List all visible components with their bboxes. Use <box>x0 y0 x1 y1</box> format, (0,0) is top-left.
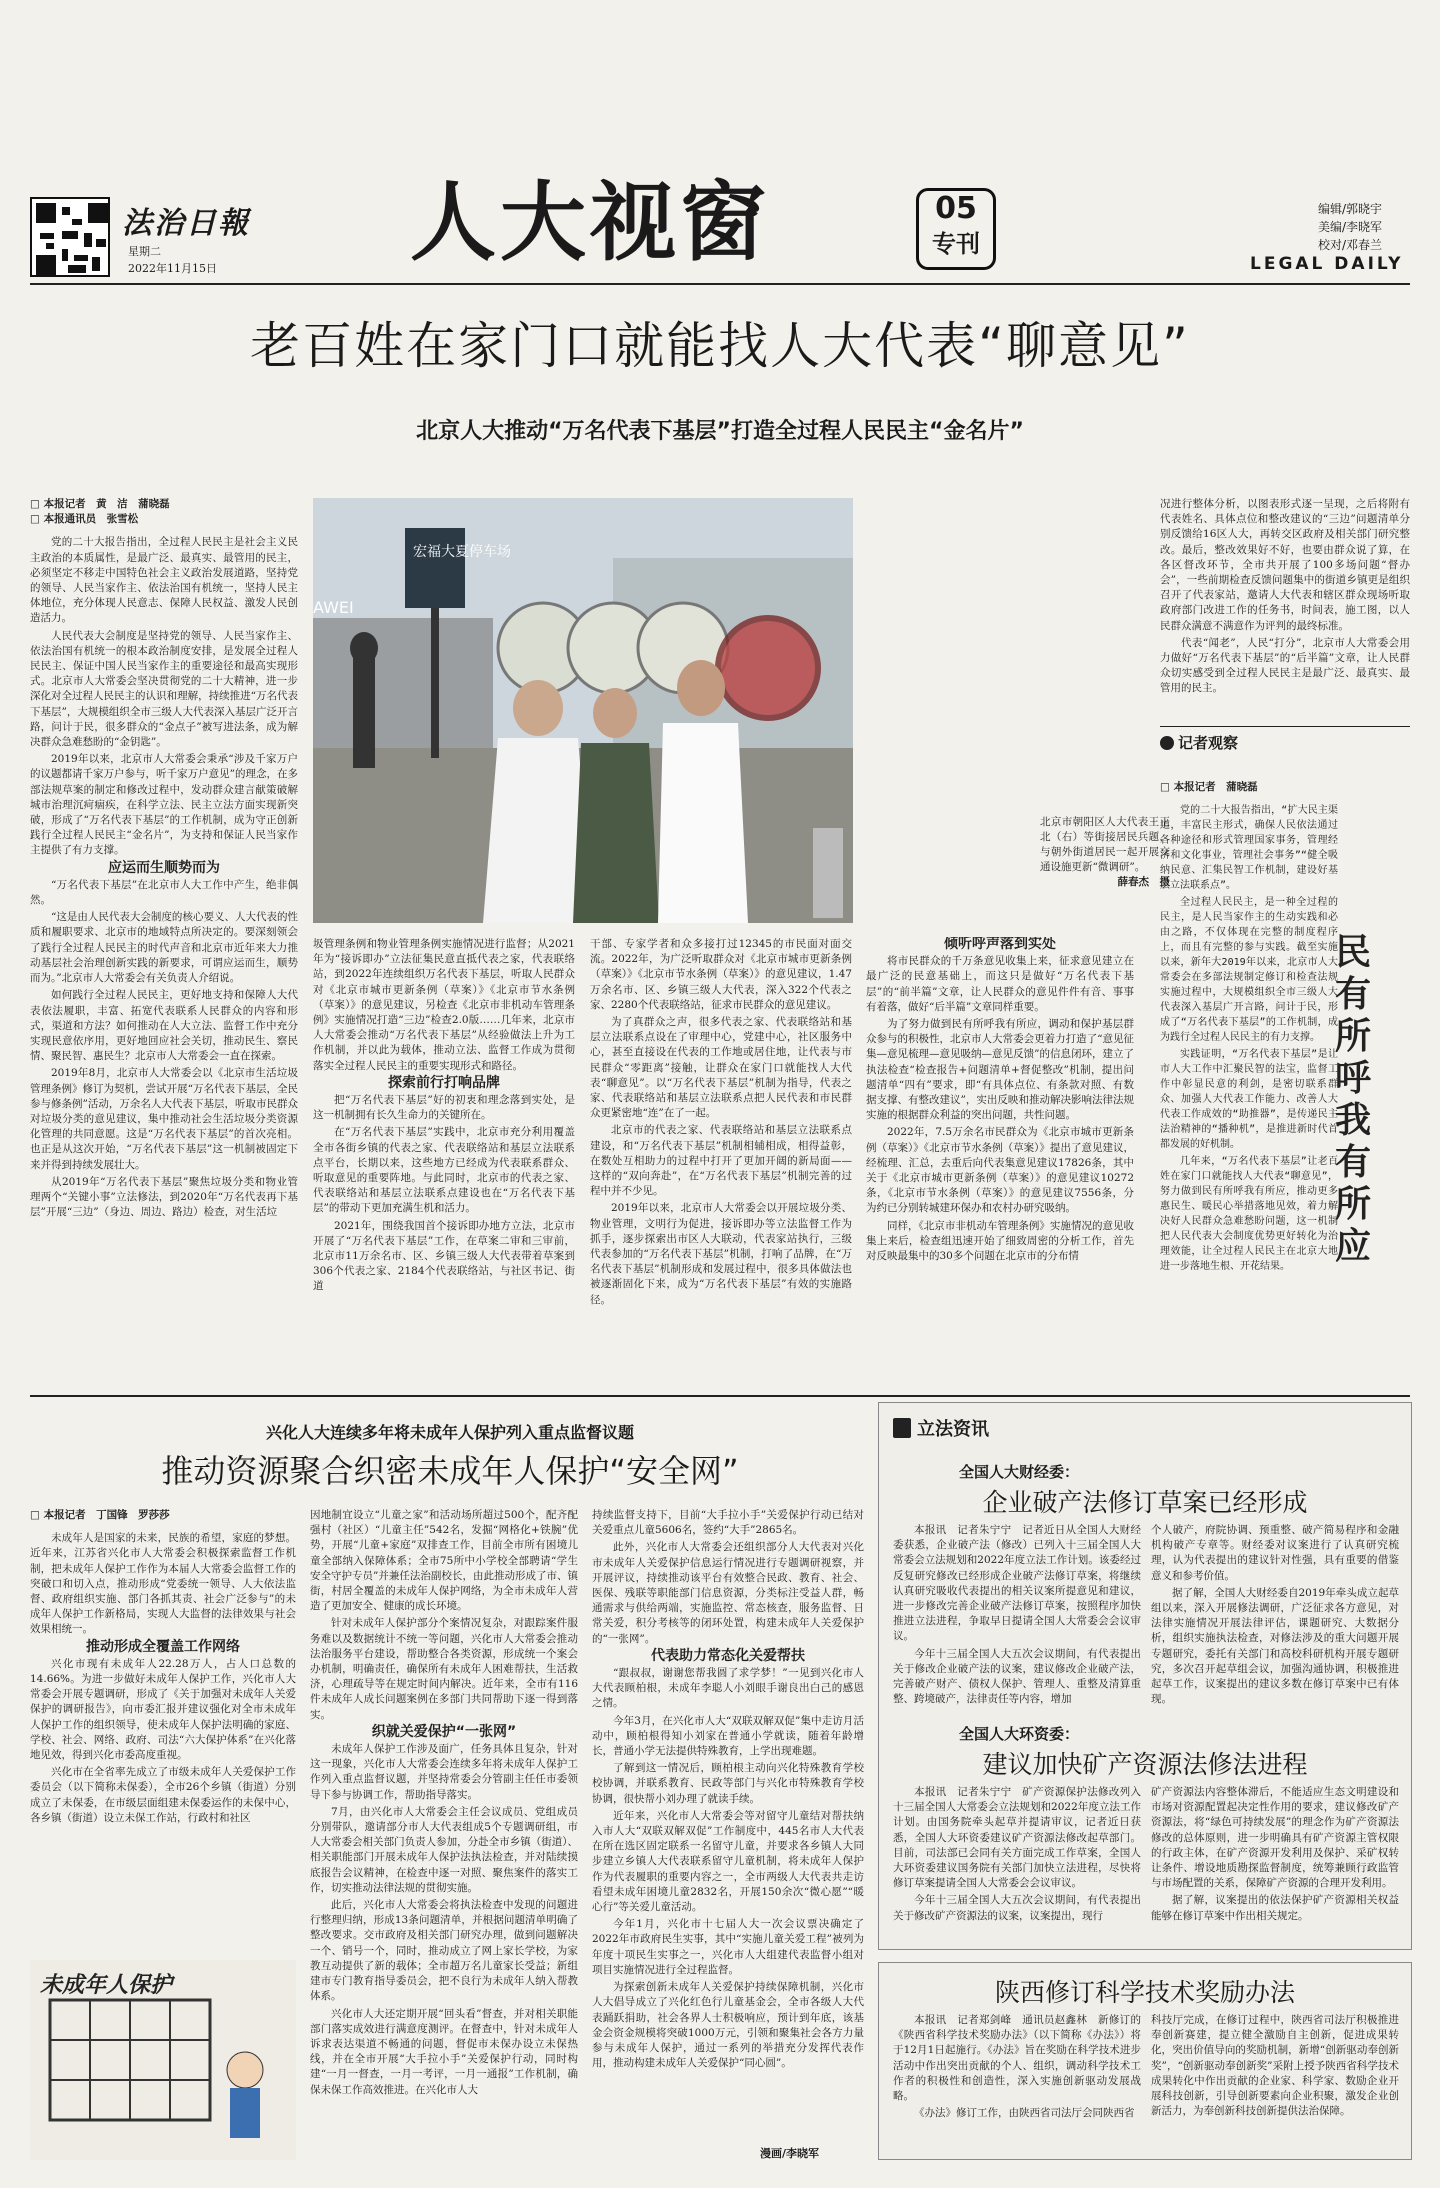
weekday: 星期二 <box>128 245 161 258</box>
legal-news-box <box>878 1402 1412 1950</box>
news-paragraph: 科技厅完成，在修订过程中，陕西省司法厅积极推进奉创新赛建，提立健全激励自主创新，促进成果转化，突出价值导向的奖励机制，新增“创新驱动奉创新奖”，“创新驱动奉创新奖”采附上授予陕西省科学技术成果转化中作出贡献的企业家、科学家、数励企业开展科技创新，引导创新要素向企业积聚，激发企业创新活力，为奉创新科技创新提供法治保障。 <box>1151 2014 1399 2118</box>
item3-headline: 陕西修订科学技术奖励办法 <box>994 1978 1295 2007</box>
news-photo <box>313 498 853 923</box>
lead-subheadline: 北京人大推动“万名代表下基层”打造全过程人民民主“金名片” <box>416 419 1024 444</box>
lead-paragraph: 2019年以来，北京市人大常委会以开展垃圾分类、物业管理，文明行为促进，接诉即办等立法监督工作为抓手，逐步探索出市区人大联动，代表家站执行，三级代表参加的“万名代表下基层”机制，打响了品牌，在“万名代表下基层”机制形成和发展过程中，很多具体做法也被逐渐固化下来，成为“万名代表下基层”有效的实施路径。 <box>590 1202 852 1306</box>
lead-subhead-2: 探索前行打响品牌 <box>388 1074 500 1091</box>
cartoon-illustration <box>30 1960 296 2160</box>
lead-paragraph: 圾管理条例和物业管理条例实施情况进行监督；从2021年为“接诉即办”立法征集民意直抵代表之家，代表联络站，到2022年连续组织万名代表下基层，听取人民群众对《北京市城市更新条例（草案）》《北京市节水条例（草案）》的意见建议，另检查《北京市非机动车管理条例》实施情况打造“三边”检查2.0版……几年来，北京市人大常委会推动“万名代表下基层”从经验做法上升为工作机制，并以此为载体，推动立法、监督工作成为贯彻落实全过程人民民主的重要实现形式和路径。 <box>313 938 575 1072</box>
section-divider <box>30 1395 1410 1397</box>
lead-paragraph: 2022年，7.5万余名市民群众为《北京市城市更新条例（草案）》《北京市节水条例（草案）》提出了意见建议，经梳理、汇总，去重后向代表集意见建议17826条，其中关于《北京市城市更新条例（草案）》的意见建议10272条，《北京市节水条例（草案）》的意见建议7556条，分为约已分别转城建环保办和农村办研究吸纳。 <box>866 1126 1134 1215</box>
lead-paragraph: 同样，《北京市非机动车管理条例》实施情况的意见收集上来后，检查组迅速开始了细致周密的分析工作，首先对反映最集中的30多个问题在北京市的分布情 <box>866 1219 1134 1263</box>
cartoon <box>30 1960 296 2160</box>
commentary-rule <box>1160 726 1410 727</box>
second-paragraph: 为探索创新未成年人关爱保护持续保障机制，兴化市人大倡导成立了兴化红色行儿童基金会，全市各级人大代表踊跃捐助，社会各界人士积极响应，预计到年底，该基金会资金规模将突破1000万元，引领和聚集社会各方力量参与未成年人保护，通过一系列的举措充分发挥代表作用，推动构建未成年人关爱保护“同心圆”。 <box>592 1981 864 2070</box>
second-paragraph: 因地制宜设立“儿童之家”和活动场所超过500个，配齐配强村（社区）“儿童主任”542名，发掘“网格化+铁腕”优势，开展“儿童+家庭”双排查工作，目前全市所有困境儿童全部纳入保障体系；全市75所中小学校全部聘请“学生安全守护专员”并兼任法治副校长，由此推动形成了市、镇街，村居全覆盖的未成年人保护网络，为全市未成年人营造了更加安全、健康的成长环境。 <box>310 1509 578 1613</box>
lead-column-3 <box>590 937 852 1387</box>
commentary-column <box>1160 780 1338 1290</box>
lead-paragraph: 在“万名代表下基层”实践中，北京市充分利用覆盖全市各街乡镇的代表之家、代表联络站和基层立法联系点平台，长期以来，这些地方已经成为代表联系群众、听取意见的重要阵地。与此同时，北京市的代表之家、代表联络站和基层立法联系点建设也在“万名代表下基层”的带动下更加充满生机和活力。 <box>313 1126 575 1215</box>
commentary-paragraph: 几年来，“万名代表下基层”让老百姓在家门口就能找人大代表“聊意见”，努力做到民有所呼我有所应，推动更多惠民生、暖民心举措落地见效，着力解决好人民群众急难愁盼问题，这一机制把人民代表大会制度优势更好转化为治理效能，让全过程人民民主在北京大地进一步落地生根、开花结果。 <box>1160 1156 1338 1272</box>
issue-label: 专刊 <box>932 230 980 258</box>
news-paragraph: 今年十三届全国人大五次会议期间，有代表提出关于修改矿产资源法的议案，议案提出，现行 <box>893 1894 1141 1922</box>
news-paragraph: 《办法》修订工作，由陕西省司法厅会同陕西省 <box>914 2107 1135 2120</box>
issue-number: 05 <box>935 191 977 226</box>
second-paragraph: 未成年人是国家的未来，民族的希望，家庭的梦想。近年来，江苏省兴化市人大常委会积极探索监督工作机制，把未成年人保护工作作为本届人大常委会监督工作的突破口和切入点，推动形成“党委统一领导、人大依法监督、政府组织实施、部门各抓其责、社会广泛参与”的未成年人保护工作新格局，实现人大监督的法律效果与社会效果相统一。 <box>30 1532 296 1636</box>
legal-news-label-text: 立法资讯 <box>917 1419 989 1440</box>
shaanxi-news-box <box>878 1962 1412 2160</box>
second-subhead-2: 织就关爱保护“一张网” <box>371 1723 517 1740</box>
second-column-2 <box>310 1508 578 2158</box>
news-paragraph: 个人破产，府院协调、预重整、破产简易程序和金融机构破产专章等。财经委对议案进行了认真研究梳理，认为代表提出的建议针对性强，具有重要的借鉴意义和参考价值。 <box>1151 1524 1399 1582</box>
second-column-1 <box>30 1508 296 1948</box>
paper-name: 法治日報 <box>122 206 250 241</box>
section-title: 人大视窗 <box>410 173 770 273</box>
item3-column-1 <box>893 2013 1141 2153</box>
lead-paragraph: 2019年以来，北京市人大常委会秉承“涉及千家万户的议题都请千家万户参与，听千家万户意见”的理念，在多部法规草案的制定和修改过程中，发动群众建言献策破解城市治理沉疴痼疾，在科学立法、民主立法方面实现新突破，形成了“万名代表下基层”的工作机制，成为守正创新践行全过程人民民主“金名片”，为支持和保证人民当家作主提供了有力支撑。 <box>30 753 298 857</box>
lead-paragraph: 代表“闻老”，人民“打分”，北京市人大常委会用力做好“万名代表下基层”的“后半篇”文章，让人民群众切实感受到全过程人民民主是最广泛、最真实、最管用的民主。 <box>1160 636 1410 695</box>
news-paragraph: 据了解，全国人大财经委自2019年牵头成立起草组以来，深入开展修法调研，广泛征求各方意见，对法律实施情况开展法律评估，课题研究、大数据分析，组织实施执法检查，对修法涉及的重大问题开展专题研究，委托有关部门和高校科研机构开展专题研究，多次召开起草组会议，加强沟通协调，积极推进起草工作，议案提出的建议多数在修订草案中已有体现。 <box>1151 1586 1399 1706</box>
news-paragraph: 矿产资源法内容整体滞后，不能适应生态文明建设和市场对资源配置起决定性作用的要求，建议修改矿产资源法，将“绿色可持续发展”的理念作为矿产资源法修改的总体原则，进一步明确具有矿产资源主管权限的行政主体，在矿产资源开发利用及保护、采矿权转让条件、增设地质勘探监督制度，统筹兼顾行政监管与市场配置的关系，保障矿产资源的合理开发利用。 <box>1151 1786 1399 1890</box>
lead-column-5 <box>1160 497 1410 707</box>
second-paragraph: 7月，由兴化市人大常委会主任会议成员、党组成员分别带队，邀请部分市人大代表组成5个专题调研组，市人大常委会相关部门负责人参加，分赴全市乡镇（街道）、相关职能部门开展未成年人保护法执法检查，并对陆续摸底报告会议精神，在检查中逐一对照、聚焦案件的落实工作，切实推动法律法规的贯彻实施。 <box>310 1805 578 1894</box>
qr-code <box>30 197 110 277</box>
photo-caption-text: 北京市朝阳区人大代表王正北（右）等街接居民兵题，与朝外街道居民一起开展交通设施更新“微调研”。 <box>1040 816 1170 873</box>
second-subhead-1: 推动形成全覆盖工作网络 <box>86 1638 240 1655</box>
lead-paragraph: 如何践行全过程人民民主，更好地支持和保障人大代表依法履职，丰富、拓宽代表联系人民群众的内容和形式，渠道和方法？如何推动在人大立法、监督工作中充分实现民意依序用，更好地回应社会关切，推动民生、察民情、聚民智、惠民生？北京市人大常委会一直在探索。 <box>30 989 298 1063</box>
second-column-3 <box>592 1508 864 2138</box>
second-paragraph: 近年来，兴化市人大常委会等对留守儿童结对帮扶纳入市人大“双联双解双促”工作制度中，445名市人大代表在所在选区固定联系一名留守儿童，并要求各乡镇人大同步建立乡镇人大代表联系留守儿童机制，将未成年人保护作为代表履职的重要内容之一，全市两级人大代表共走访看望未成年困境儿童2832名，开展150余次“微心愿”“暖心行”等关爱儿童活动。 <box>592 1809 864 1914</box>
commentary-paragraph: 党的二十大报告指出，“扩大民主渠道，丰富民主形式，确保人民依法通过各种途径和形式管理国家事务，管理经济和文化事业，管理社会事务”“健全吸纳民意、汇集民智工作机制，建设好基层立法联系点”。 <box>1160 805 1338 891</box>
second-paragraph: 未成年人保护工作涉及面广，任务具体且复杂，针对这一现象，兴化市人大常委会连续多年将未成年人保护工作列入重点监督议题，并坚持常委会分管副主任任市委领导下参与协调工作，帮助指导落实。 <box>310 1743 578 1801</box>
lead-paragraph: 2019年8月，北京市人大常委会以《北京市生活垃圾管理条例》修订为契机，尝试开展“万名代表下基层，全民参与修条例”活动，万余名人大代表下基层，听取市民群众对垃圾分类的意见建议，集中推动社会生活垃圾分类资源化管理的共同意愿。这是“万名代表下基层”的首次亮相。也正是从这次开始，“万名代表下基层”这一机制被固定下来并得到持续发展壮大。 <box>30 1067 298 1171</box>
lead-column-4 <box>866 937 1134 1387</box>
lead-paragraph: 党的二十大报告指出，全过程人民民主是社会主义民主政治的本质属性，是最广泛、最真实、最管用的民主，必须坚定不移走中国特色社会主义政治发展道路，坚持党的领导、人民当家作主、依法治国有机统一，坚持人民主体地位，充分体现人民意志、保障人民权益、激发人民创造活力。 <box>30 536 298 625</box>
lead-byline-1: □ 本报记者 黄 洁 蒲晓磊 <box>30 498 170 510</box>
cartoon-text: 未成年人保护 <box>40 1973 173 1998</box>
issue-date: 2022年11月15日 <box>128 262 217 275</box>
lead-column-2 <box>313 937 575 1387</box>
lead-paragraph: 况进行整体分析，以图表形式逐一呈现，之后将附有代表姓名、具体点位和整改建议的“三边”问题清单分别反馈给16区人大，再转交区政府及相关部门研究整改。最后，整改效果好不好，也要由群众说了算，在各区督改环节，全市共开展了100多场问题“督办会”，一些前期检查反馈问题集中的街道乡镇更是组织召开了代表家站，邀请人大代表和辖区群众现场听取政府部门改进工作的任务书，时间表，施工图，以人民群众满意不满意作为评判的最终标准。 <box>1160 498 1410 632</box>
proof-credit: 校对/邓春兰 <box>1318 238 1383 252</box>
lead-paragraph: “这是由人民代表大会制度的核心要义、人大代表的性质和履职要求、北京市的地域特点所决定的。要深刻领会了践行全过程人民民主的时代声音和北京市近年来大力推动基层社会治理创新实践的新要求，可谓应运而生，顺势而为。”北京市人大常委会有关负责人介绍说。 <box>30 911 298 985</box>
item2-kicker: 全国人大环资委： <box>959 1725 1080 1743</box>
masthead-rule <box>30 283 1410 285</box>
commentary-paragraph: 全过程人民民主，是一种全过程的民主，是人民当家作主的生动实践和必由之路，不仅体现在完整的制度程序上，而且有完整的参与实践。截至实施以来，新年大2019年以来，北京市人大常委会在多部法规制定修订和检查法规实施过程中，大规模组织全市三级人大代表深入基层广开言路，问计于民，形成了“万名代表下基层”的工作机制，成为践行全过程人民民主的有力支撑。 <box>1160 897 1338 1043</box>
photo-credit: 薛春杰 摄 <box>1117 876 1170 888</box>
commentary-label-text: 记者观察 <box>1178 734 1239 752</box>
item1-column-2 <box>1151 1523 1399 1713</box>
news-paragraph: 据了解，议案提出的依法保护矿产资源相关权益能够在修订草案中作出相关规定。 <box>1151 1894 1399 1922</box>
news-paragraph: 本报讯 记者朱宁宁 矿产资源保护法修改列入十三届全国人大常委会立法规划和2022年度立法工作计划。由国务院牵头起草并提请审议，记者近日获悉，全国人大环资委建议矿产资源法修改起草部门。目前，司法部已会同有关方面完成工作草案，全国人大环资委建议国务院有关部门加快立法进程，尽快将修订草案提请全国人大常委会会议审议。 <box>893 1786 1141 1890</box>
second-paragraph: 兴化市人大还定期开展“回头看”督查，并对相关职能部门落实成效进行满意度测评。在督查中，针对未成年人诉求表达渠道不畅通的问题，督促市未保办设立未保热线，并在全市开展“大手拉小手”关爱保护行动，同时构建“一月一督查，一月一考评，一月一通报”工作机制，确保未保工作高效推进。在兴化市人大 <box>310 2007 578 2096</box>
lead-paragraph: 从2019年“万名代表下基层”聚焦垃圾分类和物业管理两个“关键小事”立法修法，到2020年“万名代表再下基层”开展“三边”（身边、周边、路边）检查，对生活垃 <box>30 1175 298 1219</box>
news-paragraph: 今年十三届全国人大五次会议期间，有代表提出关于修改企业破产法的议案，建议修改企业破产法，完善破产财产、债权人保护、管理人、重整及清算重整、跨境破产，法律责任等内容，增加 <box>893 1647 1141 1706</box>
photo-illustration <box>313 498 853 923</box>
lead-subhead-1: 应运而生顺势而为 <box>108 859 220 876</box>
legal-news-label <box>893 1415 989 1441</box>
designer-credit: 美编/李晓军 <box>1318 220 1383 234</box>
item1-kicker: 全国人大财经委： <box>959 1463 1080 1481</box>
lead-column-1 <box>30 497 298 1387</box>
news-paragraph: 本报讯 记者郑剑峰 通讯员赵鑫林 新修订的《陕西省科学技术奖励办法》（以下简称《办法》）将于12月1日起施行。《办法》旨在奖励在科学技术进步活动中作出突出贡献的个人、组织，调动科学技术工作者的积极性和创造性，深入实施创新驱动发展战略。 <box>893 2014 1141 2103</box>
news-paragraph: 本报讯 记者朱宁宁 记者近日从全国人大财经委获悉，企业破产法（修改）已列入十三届全国人大常委会立法规划和2022年度立法工作计划。该委经过反复研究修改已经形成企业破产法修订草案，将继续认真研究吸收代表提出的相关议案所提意见和建议，进一步修改完善企业破产法修订草案，按照程序加快推进立法进程，争取早日提请全国人大常委会会议审议。 <box>893 1524 1141 1643</box>
second-paragraph: 兴化市在全省率先成立了市级未成年人关爱保护工作委员会（以下简称未保委），全市26个乡镇（街道）分别成立了未保委，在市级层面组建未保委运作的未保中心，各乡镇（街道）设立未保工作站，行政村和社区 <box>30 1766 296 1824</box>
photo-sign-text: 宏福大夏停车场 <box>413 544 511 560</box>
second-paragraph: “跟叔叔，谢谢您帮我圆了求学梦！”一见到兴化市人大代表顾柏根，未成年李聪人小刘眼手谢良出白己的感恩之情。 <box>592 1667 864 1710</box>
item3-column-2 <box>1151 2013 1399 2153</box>
second-paragraph: 此外，兴化市人大常委会还组织部分人大代表对兴化市未成年人关爱保护信息运行情况进行专题调研视察，并开展评议，持续推动该平台有效整合民政、教育、社会、医保、残联等职能部门信息资源，分类标注受益人群，畅通需求与供给两端，实施监控、常态核查，服务监督、日常关爱，积分考核等的闭环处置，构建未成年人关爱保护的“一张网”。 <box>592 1541 864 1645</box>
photo-caption <box>1040 815 1170 925</box>
second-paragraph: 针对未成年人保护部分个案情况复杂，对跟踪案件服务难以及数据统计不统一等问题，兴化市人大常委会推动法治服务平台建设，帮助整合各类资源，形成统一个案会办机制，明确责任，确保所有未成年人困难帮扶，生活救济，心理疏导等在规定时间内解决。近年来，全市有116件未成年人成长问题案例在多部门共同帮助下逐一得到落实。 <box>310 1617 578 1721</box>
second-kicker: 兴化人大连续多年将未成年人保护列入重点监督议题 <box>265 1423 634 1442</box>
item2-column-2 <box>1151 1785 1399 1940</box>
lead-byline-2: □ 本报通讯员 张雪松 <box>30 513 139 526</box>
lead-subhead-3: 倾听呼声落到实处 <box>944 937 1056 952</box>
document-icon <box>893 1418 911 1438</box>
lead-paragraph: 2021年，围绕我国首个接诉即办地方立法，北京市开展了“万名代表下基层”工作，在草案二审和三审前，北京市11万余名市、区、乡镇三级人大代表带着草案到306个代表之家、2184个代表联络站，与社区书记、街道 <box>313 1219 575 1293</box>
second-paragraph: 此后，兴化市人大常委会将执法检查中发现的问题进行整理归纳，形成13条问题清单，并根据问题清单明确了整改要求。交市政府及相关部门研究办理，做到问题解决一个、销号一个，同时，推动成立了网上家长学校，为家教互动提供了新的载体；全市超万名儿童家长受益；新组建市专门教育指导委员会，把不良行为未成年人纳入帮教体系。 <box>310 1899 578 2003</box>
second-subhead-3: 代表助力常态化关爱帮扶 <box>651 1647 805 1664</box>
lead-paragraph: 人民代表大会制度是坚持党的领导、人民当家作主、依法治国有机统一的根本政治制度安排，是发展全过程人民民主、保证中国人民当家作主的重要途径和最高实现形式。北京市人大常委会坚决贯彻党的二十大精神，进一步深化对全过程人民民主的认识和理解，持续推进“万名代表下基层”，大规模组织全市三级人大代表深入基层广泛开言路，问计于民，很多群众的“金点子”被写进法条，成为解决群众急难愁盼的“金钥匙”。 <box>30 629 298 749</box>
comment-icon <box>1160 736 1174 750</box>
lead-headline: 老百姓在家门口就能找人大代表“聊意见” <box>250 317 1190 375</box>
photo-sign-text: AWEI <box>313 598 354 617</box>
item1-column-1 <box>893 1523 1141 1713</box>
lead-paragraph: 为了努力做到民有所呼我有所应，调动和保护基层群众参与的积极性，北京市人大常委会更着力打造了“意见征集—意见梳理—意见吸纳—意见反馈”的信息闭环，建立了执法检查“检查报告+问题清单+督促整改”机制，提出问题清单“四有”要求，即“有具体点位、有条款对照、有数据支撑、有整改建议”，实出反映和推动解决影响法律法规实施的根据群众利益的突出问题，共性问题。 <box>866 1018 1134 1122</box>
second-headline: 推动资源聚合织密未成年人保护“安全网” <box>161 1452 739 1490</box>
item2-column-1 <box>893 1785 1141 1940</box>
commentary-label <box>1160 732 1238 753</box>
lead-paragraph: 把“万名代表下基层”好的初衷和理念落到实处，是这一机制拥有长久生命力的关键所在。 <box>313 1094 575 1122</box>
commentary-paragraph: 实践证明，“万名代表下基层”是让市人大工作中汇聚民智的法宝，监督工作中彰显民意的利剑，是密切联系群众、加强人大代表工作能力、改善人大代表工作成效的“助推器”，是传递民主法治精神的“播种机”，是推进新时代首都发展的好机制。 <box>1160 1049 1338 1150</box>
lead-paragraph: 干部、专家学者和众多接打过12345的市民面对面交流。2022年，为广泛听取群众对《北京市城市更新条例（草案）》《北京市节水条例（草案）》的意见建议，1.47万余名市、区、乡镇三级人大代表，深入322个代表之家、2280个代表联络站，征求市民群众的意见建议。 <box>590 938 852 1011</box>
issue-badge <box>916 188 996 270</box>
english-name: LEGAL DAILY <box>1250 254 1404 274</box>
second-paragraph: 持续监督支持下，目前“大手拉小手”关爱保护行动已结对关爱重点儿童5606名，签约“大手”2865名。 <box>592 1509 864 1537</box>
editor-credit: 编辑/郭晓宇 <box>1318 202 1383 216</box>
lead-paragraph: 北京市的代表之家、代表联络站和基层立法联系点建设，和“万名代表下基层”机制相辅相成，相得益彰，在数处互相助力的过程中打开了更加开阔的新局面——这样的“双向奔赴”，在“万名代表下基层”机制完善的过程中并不少见。 <box>590 1124 852 1198</box>
commentary-byline: □ 本报记者 蒲晓磊 <box>1160 781 1258 793</box>
item2-headline: 建议加快矿产资源法修法进程 <box>982 1750 1308 1779</box>
second-paragraph: 今年1月，兴化市十七届人大一次会议票决确定了2022年市政府民生实事，其中“实施儿童关爱工程”被列为年度十项民生实事之一，兴化市人大组建代表监督小组对项目实施情况进行全过程监督。 <box>592 1918 864 1976</box>
lead-paragraph: 为了真群众之声，很多代表之家、代表联络站和基层立法联系点设在了审理中心，党建中心，社区服务中心，甚至直接设在代表的工作地或居住地，让代表与市民群众“零距离”接触，让群众在家门口就能找人大代表“聊意见”。以“万名代表下基层”机制为指导，代表之家、代表联络站和基层立法联系点把人民代表和市民群众更紧密地“连”在了一起。 <box>590 1016 852 1120</box>
second-paragraph: 兴化市现有未成年人22.28万人，占人口总数的14.66%。为进一步做好未成年人保护工作，兴化市人大常委会开展专题调研，形成了《关于加强对未成年人关爱保护的调研报告》，向市委汇报并建议强化对全市未成年人保护工作的组织领导，使未成年人保护法明确的家庭、学校、社会、网络、政府、司法“六大保护体系”在兴化落地见效，得到兴化市委高度重视。 <box>30 1657 296 1762</box>
lead-paragraph: “万名代表下基层”在北京市人大工作中产生，绝非偶然。 <box>30 878 298 907</box>
lead-paragraph: 将市民群众的千万条意见收集上来，征求意见建立在最广泛的民意基础上，而这只是做好“万名代表下基层”的“前半篇”文章，让人民群众的意见件件有音、事事有着落，做好“后半篇”文章同样重要。 <box>866 955 1134 1013</box>
cartoon-credit: 漫画/李晓军 <box>760 2147 820 2160</box>
second-paragraph: 今年3月，在兴化市人大“双联双解双促”集中走访月活动中，顾柏根得知小刘家在普通小学就读，随着年龄增长，普通小学无法提供特殊教育，上学出现难题。 <box>592 1714 864 1758</box>
item1-headline: 企业破产法修订草案已经形成 <box>982 1488 1308 1517</box>
second-byline: □ 本报记者 丁国锋 罗莎莎 <box>30 1509 170 1521</box>
second-paragraph: 了解到这一情况后，顾柏根主动向兴化特殊教育学校校协调，并联系教育、民政等部门与兴化市特殊教育学校协调，很快帮小刘办理了就读手续。 <box>592 1762 864 1805</box>
commentary-vertical-title: 民有所呼我有所应 <box>1335 932 1372 1267</box>
